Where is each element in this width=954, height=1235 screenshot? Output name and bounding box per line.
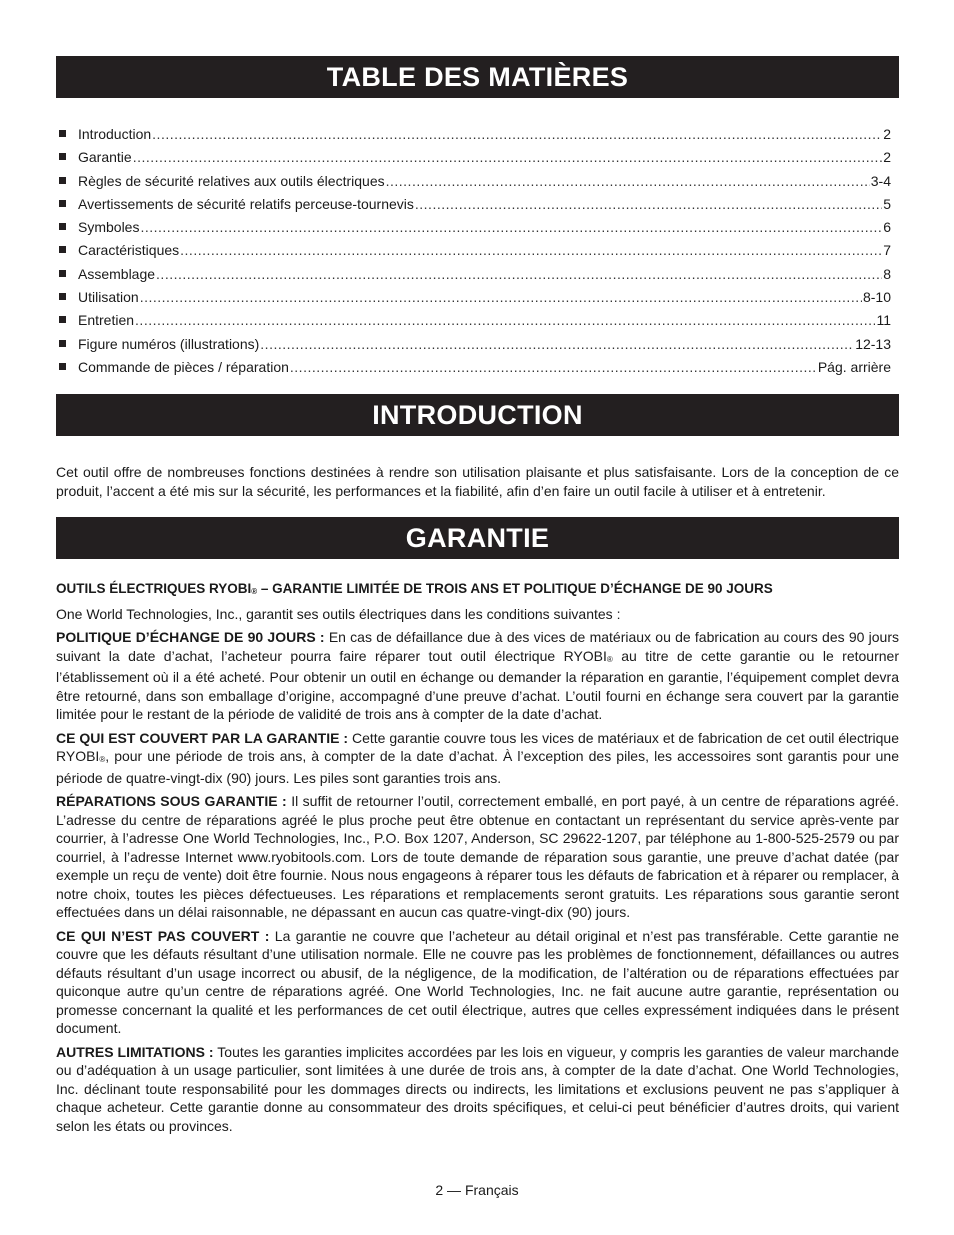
registered-mark: ®: [99, 755, 106, 765]
toc-item[interactable]: [56, 333, 899, 356]
toc-item-label: Caractéristiques: [78, 242, 180, 259]
page-footer: 2 — Français: [435, 1182, 519, 1198]
coverage-paragraph: [56, 729, 899, 788]
toc-leader-dots: [152, 123, 882, 146]
toc-leader-dots: [260, 333, 854, 356]
not-covered-paragraph: [56, 927, 899, 1038]
square-bullet-icon: [59, 363, 66, 370]
toc-item-page: 7: [883, 242, 891, 259]
toc-item-page: 11: [876, 312, 891, 329]
warranty-heading-brand: OUTILS ÉLECTRIQUES RYOBI: [56, 581, 252, 597]
registered-mark: ®: [251, 587, 258, 597]
not-covered-label: CE QUI N’EST PAS COUVERT :: [56, 927, 270, 944]
toc-item[interactable]: [56, 263, 899, 286]
warranty-intro: One World Technologies, Inc., garantit ses outils électriques dans les conditions suivantes :: [56, 605, 621, 622]
toc-leader-dots: [133, 146, 883, 169]
square-bullet-icon: [59, 200, 66, 207]
toc-item-label: Commande de pièces / réparation: [78, 358, 289, 375]
toc-item-label: Règles de sécurité relatives aux outils électriques: [78, 172, 385, 189]
toc-item-page: 2: [883, 149, 891, 166]
square-bullet-icon: [59, 177, 66, 184]
other-limitations-text: Toutes les garanties implicites accordées par les lois en vigueur, y compris les garanties de valeur marchande ou d’adéquation à un usage particulier, sont limitées à une durée de trois ans, à compter de la date d’achat. One World Technologies, Inc. déclinant toute responsabilité pour les dommages directs ou indirects, les limitations et exclusions peuvent ne pas s’appliquer à chaque acheteur. Cette garantie donne au consommateur des droits spécifiques, et celui-ci peut bénéficier d’autres droits, qui varient selon les états ou provinces.: [56, 1043, 899, 1134]
square-bullet-icon: [59, 293, 66, 300]
toc-leader-dots: [156, 263, 882, 286]
warranty-repairs-text: Il suffit de retourner l’outil, correctement emballé, en port payé, à un centre de réparations agréé. L’adresse du centre de réparations agréé le plus proche peut être obtenue en contactant un représentant du service après-vente par courrier, à l’adresse One World Technologies, Inc., P.O. Box 1207, Anderson, SC 29622-1207, par téléphone au 1-800-525-2579 ou par courriel, à l’adresse Internet www.ryobitools.com. Lors de toute demande de réparation sous garantie, une preuve d’achat datée (par exemple un reçu de vente) doit être fournie. Nous nous engageons à réparer tous les défauts de fabrication et à réparer ou remplacer, à notre choix, toutes les pièces défectueuses. Les réparations et remplacements seront gratuits. Les réparations sous garantie seront effectuées dans un délai raisonnable, ne dépassant en aucun cas quatre-vingt-dix (90) jours.: [56, 793, 900, 921]
toc-item[interactable]: [56, 193, 899, 216]
toc-item-page: 12-13: [855, 335, 891, 352]
square-bullet-icon: [59, 270, 66, 277]
square-bullet-icon: [59, 340, 66, 347]
exchange-policy-paragraph: [56, 628, 899, 724]
other-limitations-paragraph: [56, 1043, 899, 1136]
toc-item[interactable]: [56, 146, 899, 169]
warranty-heading-rest: – GARANTIE LIMITÉE DE TROIS ANS ET POLITIQUE D’ÉCHANGE DE 90 JOURS: [257, 581, 773, 597]
coverage-text-b: , pour une période de trois ans, à compter de la date d’achat. À l’exception des piles, les accessoires sont garantis pour une période de quatre-vingt-dix (90) jours. Les piles sont garanties trois ans.: [56, 748, 899, 786]
square-bullet-icon: [59, 153, 66, 160]
warranty-heading: [56, 580, 899, 601]
other-limitations-label: AUTRES LIMITATIONS :: [56, 1043, 214, 1060]
toc-item-label: Introduction: [78, 126, 152, 142]
warranty-section: [56, 580, 899, 1135]
exchange-policy-label: POLITIQUE D’ÉCHANGE DE 90 JOURS :: [56, 629, 325, 646]
exchange-policy-text-b: au titre de cette garantie ou le retourner l’établissement où il a été acheté. Pour obtenir un outil en échange ou demander la réparation en garantie, l’équipement complet devra être retourné, dans son emballage d’origine, accompagné d’une preuve d’achat. L’outil fourni en échange sera couvert par la garantie limitée pour le restant de la période de validité de trois ans à compter de la date d’achat.: [56, 647, 899, 723]
toc-leader-dots: [140, 286, 862, 309]
toc-item-label: Garantie: [78, 149, 132, 166]
toc-item-page: 2: [883, 126, 891, 142]
introduction-text: Cet outil offre de nombreuses fonctions destinées à rendre son utilisation plaisante et plus satisfaisante. Lors de la conception de ce produit, l’accent a été mis sur la sécurité, les performances et la fiabilité, afin d’en faire un outil facile à utiliser et à entretenir.: [56, 464, 899, 499]
toc-leader-dots: [290, 356, 817, 379]
not-covered-text: La garantie ne couvre que l’acheteur au détail original et n’est pas transférable. Cette garantie ne couvre que les défauts résultant d’une utilisation normale. Elle ne couvre pas les problèmes de fonctionnement, défaillances ou autres défauts résultant d’un usage incorrect ou abusif, de la négligence, de la modification, de l’altération ou de réparations effectuées par quiconque autre qu’un centre de réparations agréé. One World Technologies, Inc. ne fait aucune autre garantie, représentation ou promesse concernant la qualité et les performances de cet outil électrique, autres que celles expressément indiquées dans le présent document.: [56, 927, 900, 1037]
registered-mark: ®: [606, 654, 613, 664]
toc-item[interactable]: [56, 356, 899, 379]
table-of-contents: [56, 123, 899, 379]
toc-title: TABLE DES MATIÈRES: [56, 56, 899, 98]
toc-item-page: 6: [883, 219, 891, 236]
toc-item-page: 8-10: [862, 289, 891, 306]
coverage-text-a: Cette garantie couvre tous les vices de matériaux et de fabrication de cet outil électrique RYOBI: [56, 729, 899, 765]
toc-item[interactable]: [56, 239, 899, 262]
toc-item-label: Entretien: [78, 312, 135, 329]
toc-item-page: 8: [883, 265, 891, 282]
square-bullet-icon: [59, 316, 66, 323]
toc-leader-dots: [386, 170, 870, 193]
toc-item-label: Symboles: [78, 219, 140, 236]
square-bullet-icon: [59, 246, 66, 253]
garantie-title: GARANTIE: [56, 517, 899, 559]
toc-item-page: 3-4: [870, 172, 891, 189]
exchange-policy-text-a: En cas de défaillance due à des vices de matériaux ou de fabrication au cours des 90 jours suivant la date d’achat, l’acheteur pourra faire réparer tout outil électrique RYOBI: [56, 629, 899, 664]
warranty-repairs-paragraph: [56, 792, 899, 922]
toc-leader-dots: [135, 309, 875, 332]
toc-item-label: Figure numéros (illustrations): [78, 335, 260, 352]
coverage-label: CE QUI EST COUVERT PAR LA GARANTIE :: [56, 729, 349, 746]
toc-item[interactable]: [56, 170, 899, 193]
toc-leader-dots: [180, 239, 882, 262]
toc-leader-dots: [140, 216, 882, 239]
toc-item[interactable]: [56, 286, 899, 309]
toc-item[interactable]: [56, 123, 899, 146]
square-bullet-icon: [59, 130, 66, 137]
toc-item[interactable]: [56, 216, 899, 239]
introduction-title: INTRODUCTION: [56, 394, 899, 436]
toc-item-label: Utilisation: [78, 289, 139, 306]
toc-item[interactable]: [56, 309, 899, 332]
toc-item-page: Pág. arrière: [817, 358, 891, 375]
square-bullet-icon: [59, 223, 66, 230]
toc-leader-dots: [415, 193, 882, 216]
toc-item-label: Avertissements de sécurité relatifs perceuse-tournevis: [78, 195, 414, 212]
toc-item-label: Assemblage: [78, 265, 156, 282]
warranty-repairs-label: RÉPARATIONS SOUS GARANTIE :: [56, 793, 287, 810]
toc-item-page: 5: [883, 195, 891, 212]
document-page: [56, 56, 899, 1135]
